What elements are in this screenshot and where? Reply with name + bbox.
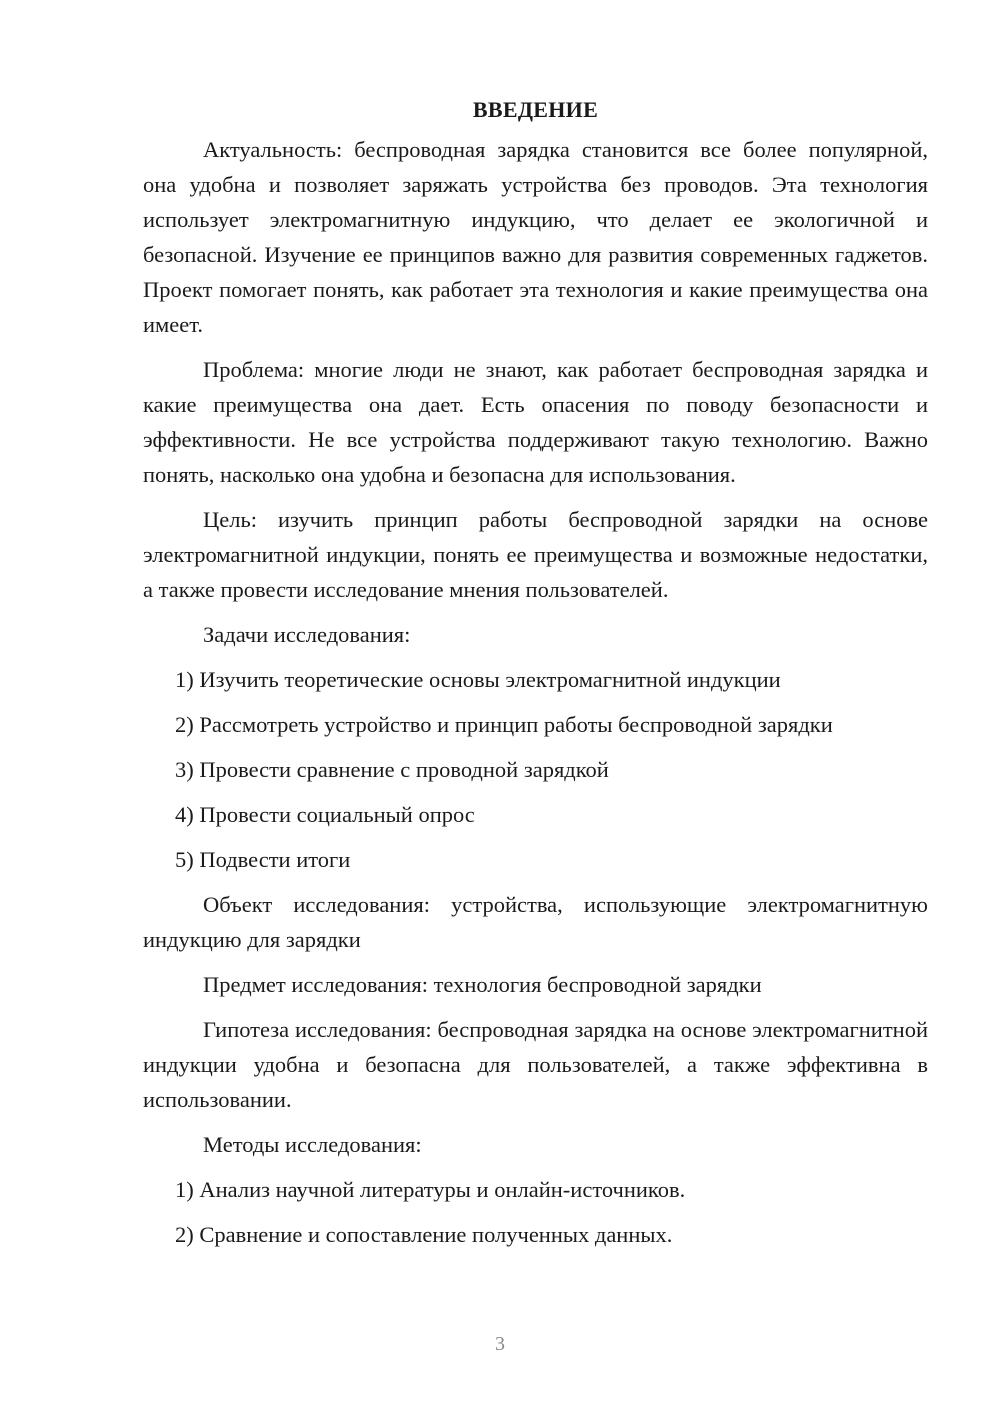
page-title: ВВЕДЕНИЕ <box>472 97 599 122</box>
list-item: 3) Провести сравнение с проводной зарядкой <box>175 757 609 782</box>
paragraph-goal: Цель: изучить принцип работы беспроводной зарядки на основе электромагнитной индукции, понять ее преимущества и возможные недостатки, а также провести исследование мнения пользователей. <box>143 507 928 602</box>
list-item: 4) Провести социальный опрос <box>175 802 475 827</box>
tasks-list <box>143 662 928 877</box>
document-page <box>143 92 928 1262</box>
list-item: 1) Изучить теоретические основы электромагнитной индукции <box>175 667 781 692</box>
paragraph-relevance: Актуальность: беспроводная зарядка становится все более популярной, она удобна и позволяет заряжать устройства без проводов. Эта технология использует электромагнитную индукцию, что делает ее экологичной и безопасной. Изучение ее принципов важно для развития современных гаджетов. Проект помогает понять, как работает эта технология и какие преимущества она имеет. <box>143 137 928 337</box>
paragraph-problem: Проблема: многие люди не знают, как работает беспроводная зарядка и какие преимущества она дает. Есть опасения по поводу безопасности и эффективности. Не все устройства поддерживают такую технологию. Важно понять, насколько она удобна и безопасна для использования. <box>143 357 928 487</box>
paragraph-hypothesis: Гипотеза исследования: беспроводная зарядка на основе электромагнитной индукции удобна и безопасна для пользователей, а также эффективна в использовании. <box>143 1017 928 1112</box>
list-item: 1) Анализ научной литературы и онлайн-источников. <box>175 1177 686 1202</box>
tasks-heading: Задачи исследования: <box>203 622 411 647</box>
list-item: 2) Рассмотреть устройство и принцип работы беспроводной зарядки <box>175 712 833 737</box>
paragraph-subject: Предмет исследования: технология беспроводной зарядки <box>203 972 762 997</box>
methods-heading: Методы исследования: <box>203 1132 422 1157</box>
list-item: 2) Сравнение и сопоставление полученных данных. <box>175 1222 673 1247</box>
methods-list <box>143 1172 928 1252</box>
paragraph-object: Объект исследования: устройства, использующие электромагнитную индукцию для зарядки <box>143 892 928 952</box>
list-item: 5) Подвести итоги <box>175 847 351 872</box>
page-number: 3 <box>495 1333 505 1355</box>
